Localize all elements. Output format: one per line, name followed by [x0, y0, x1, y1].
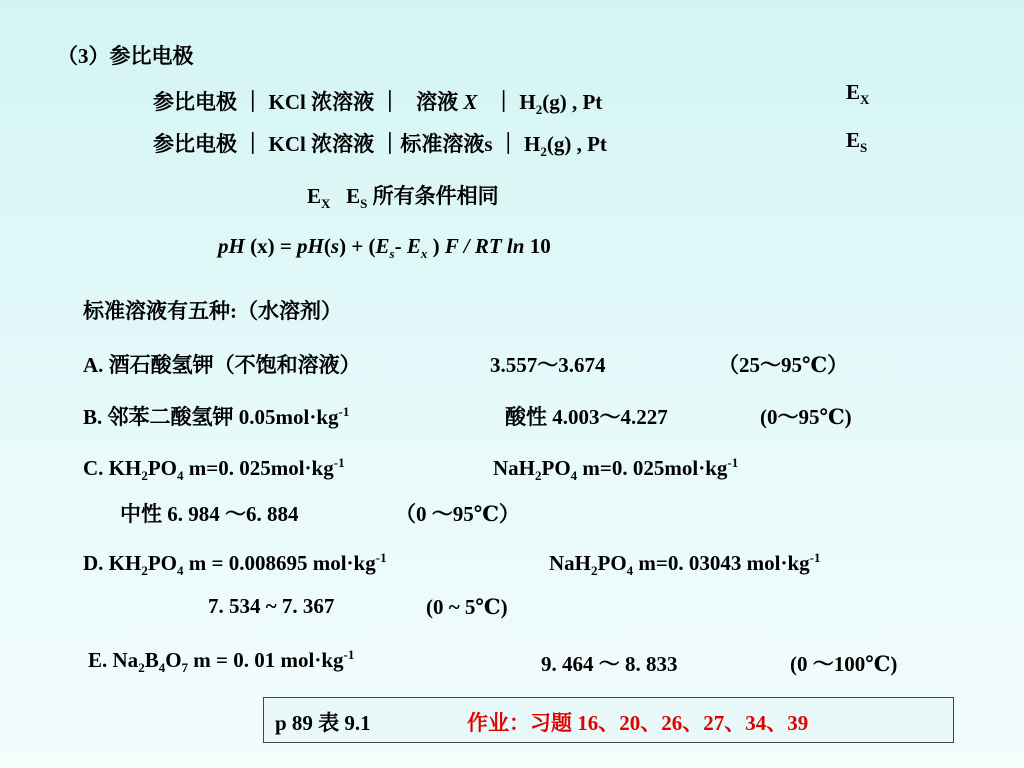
cell-x-notation: [153, 86, 602, 116]
cell-x-part: ｜ H: [493, 90, 536, 114]
item-d: D. $KH_2PO_4$ m = 0.008695 $mol\cdot kg^{-1}$: [83, 550, 387, 579]
cell-s-sub: 2: [540, 144, 547, 160]
item-a-temp: （25～95℃）: [718, 353, 849, 377]
item-d-temp: (0 ~ 5℃): [426, 595, 508, 619]
item-d-second: $NaH_2PO_4$ m=0. 03043 $mol\cdot kg^{-1}$: [549, 550, 821, 579]
cell-s-notation: [153, 128, 607, 158]
standard-solutions-intro: 标准溶液有五种:（水溶剂）: [83, 299, 342, 323]
section-heading: （3）参比电极: [57, 44, 194, 68]
es-label: $E_S$: [846, 128, 868, 156]
cell-x-part: 溶液: [416, 90, 459, 114]
homework-assignment: 作业：习题 16、20、26、27、34、39: [467, 711, 809, 735]
cell-x-sub: 2: [535, 102, 543, 118]
cell-s-part: 参比电极 ｜ KCl 浓溶液 ｜标准溶液s ｜ H: [153, 132, 541, 156]
cell-x-part: (g) , Pt: [542, 90, 603, 114]
item-e-temp: (0 ～100℃): [790, 652, 898, 676]
cell-x-part: X: [463, 90, 478, 114]
item-b-range: 酸性 4.003～4.227: [505, 405, 668, 429]
item-c-second: $NaH_2PO_4$ m=0. $025mol\cdot kg^{-1}$: [493, 455, 739, 484]
item-a: A. 酒石酸氢钾（不饱和溶液）: [83, 353, 361, 377]
cell-x-part: 参比电极 ｜ KCl 浓溶液 ｜: [153, 90, 401, 114]
item-e: E. $Na_2B_4O_7$ m = 0. 01 $mol\cdot kg^{-1}$: [88, 647, 355, 676]
ex-label: $E_X$: [846, 80, 870, 108]
item-c-range: 中性 6. 984 ～6. 884: [120, 502, 299, 526]
item-b-temp: (0～95℃): [760, 405, 852, 429]
item-b: B. 邻苯二酸氢钾 $0.05mol\cdot kg^{-1}$: [83, 404, 350, 429]
item-a-range: 3.557～3.674: [490, 353, 606, 377]
item-c-temp: （0 ～95℃）: [395, 502, 520, 526]
conditions-statement: $E_X$ $E_S$ 所有条件相同: [307, 184, 499, 212]
ph-formula: pH $(x) = pH(s) + (E_s-$ $E_x$ ) F / RT ln 10: [218, 234, 551, 262]
item-d-range: 7. 534 ~ 7. 367: [208, 594, 335, 618]
item-e-range: 9. 464 ～ 8. 833: [541, 652, 678, 676]
item-c: C. $KH_2PO_4$ m=0. $025mol\cdot kg^{-1}$: [83, 455, 345, 484]
cell-s-part: (g) , Pt: [546, 132, 607, 156]
page-reference: p 89 表 9.1: [275, 711, 371, 735]
